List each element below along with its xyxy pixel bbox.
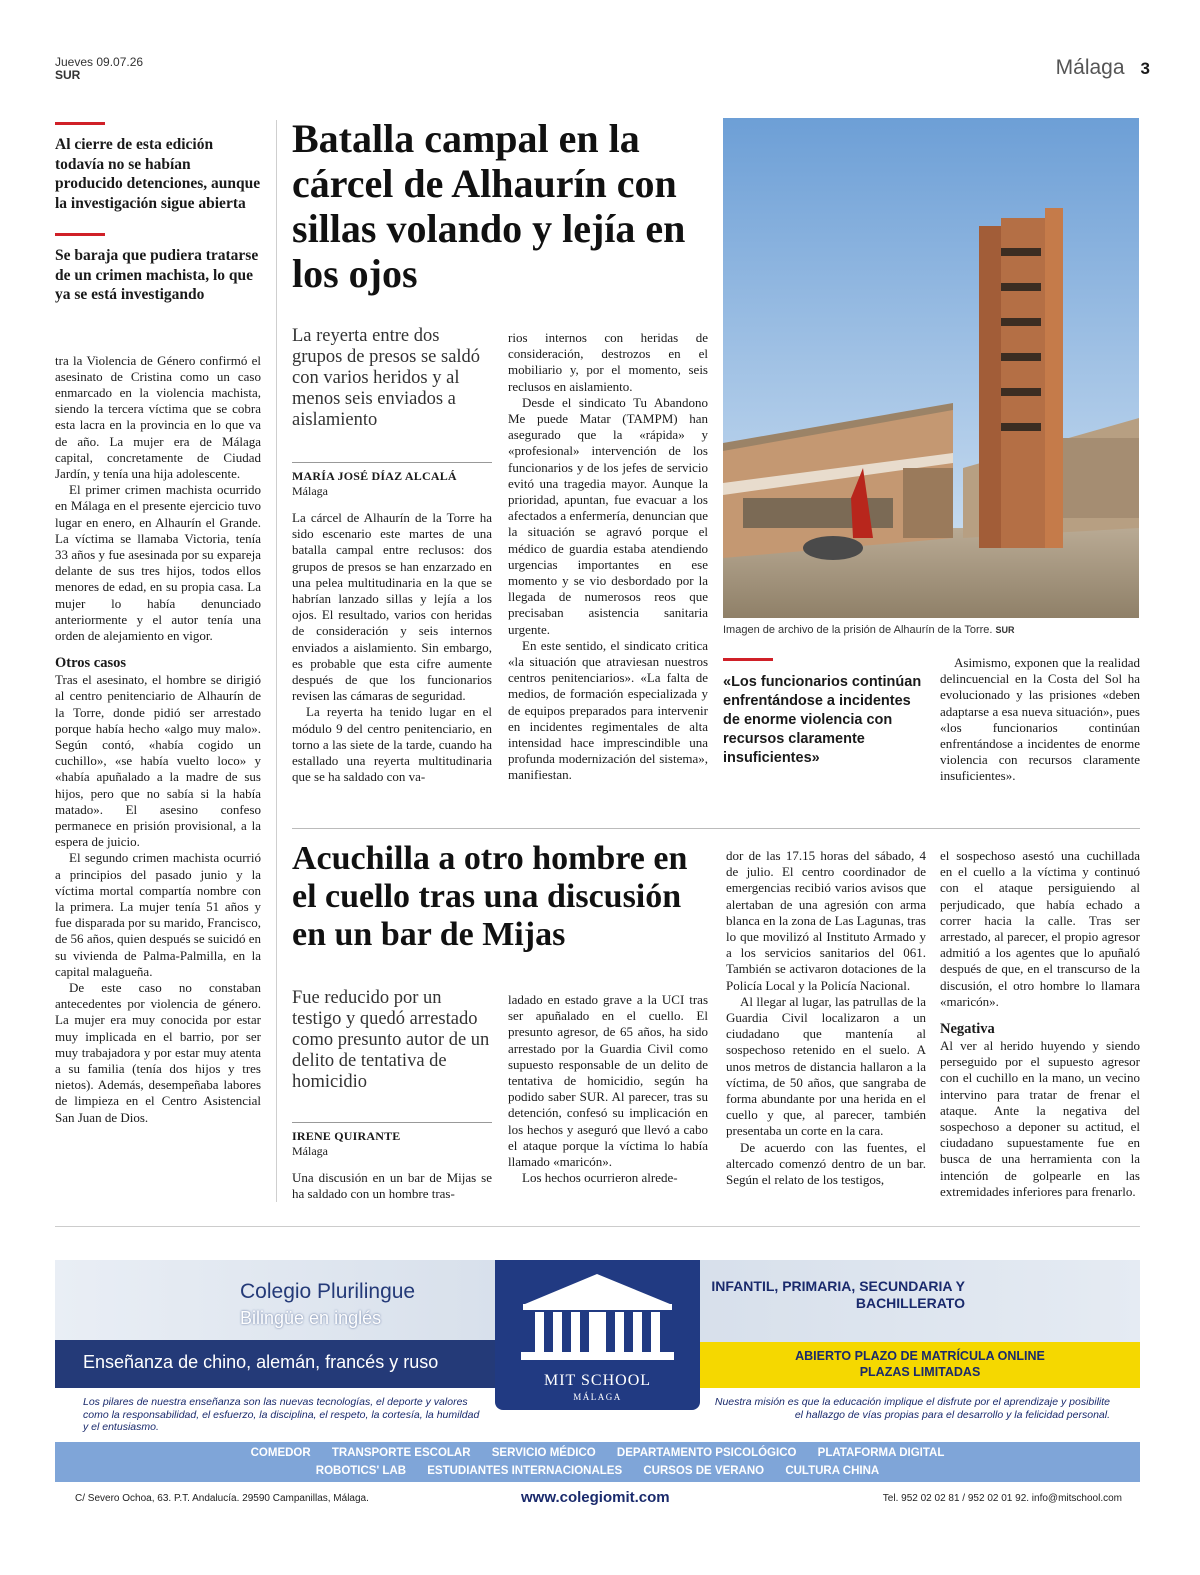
photo-caption — [723, 624, 1139, 636]
column-divider — [276, 120, 277, 1202]
paragraph: De este caso no constaban antecedentes por violencia de género. La mujer era muy conocida por estar muy implicada en el barrio, por ser muy trabajadora y por estar muy atenta a su familia (tenía dos hijos y tres nietos). Además, desempeñaba labores de limpieza en el Centro Asistencial San Juan de Dios. — [55, 980, 261, 1125]
article2-byline — [292, 1122, 492, 1159]
pull-quote — [723, 658, 923, 768]
ad-address: C/ Severo Ochoa, 63. P.T. Andalucía. 29590 Campanillas, Málaga. — [75, 1493, 369, 1504]
paragraph: Tras el asesinato, el hombre se dirigió al centro penitenciario de Alhaurín de la Torre, donde pidió ser arrestado porque había hecho «algo muy malo». Según contó, «había cogido un cuchillo», «se había vuelto loco» y «había apuñalado a la madre de sus hijos, pero que no sabía si la había matado». El asesino confeso permanece en prisión provisional, a la espera de juicio. — [55, 672, 261, 850]
page-number: 3 — [1140, 59, 1150, 78]
publication-name: SUR — [55, 68, 81, 82]
service-item: ESTUDIANTES INTERNACIONALES — [427, 1465, 623, 1477]
article2-standfirst: Fue reducido por un testigo y quedó arrestado como presunto autor de un delito de tentativa de homicidio — [292, 988, 490, 1092]
service-item: DEPARTAMENTO PSICOLÓGICO — [616, 1447, 797, 1459]
red-accent-bar — [55, 233, 105, 236]
ad-website-link[interactable]: www.colegiomit.com — [521, 1489, 670, 1506]
ad-enrolment-line1: ABIERTO PLAZO DE MATRÍCULA ONLINE — [795, 1349, 1045, 1363]
paragraph: Al ver al herido huyendo y siendo perseguido por el supuesto agresor con el cuchillo en la mano, un vecino intervino para tratar de frenar el ataque. Ante la negativa del sospechoso a deponer su actitud, el ciudadano supuestamente fue en busca de una herramienta con la intención de golpearle en las extremidades inferiores para frenarlo. — [940, 1038, 1140, 1199]
paragraph: El segundo crimen machista ocurrió a principios del pasado junio y la víctima mortal compartía nombre con la primera. La mujer tenía 51 años y fue disparada por su marido, Francisco, de 56 años, quien después se suicidó en su vivienda de Palma-Palmilla, en la capital malagueña. — [55, 850, 261, 979]
paragraph: En este sentido, el sindicato critica «la situación que atraviesan nuestros centros penitenciarios». «La falta de medios, de formación especializada y de equipos preparados para intervenir en incidentes regimentales de alta intensidad hace imprescindible una profunda modernización del sistema», manifiestan. — [508, 637, 708, 783]
ad-services-row-2 — [55, 1462, 1140, 1480]
paragraph: La reyerta ha tenido lugar en el módulo 9 del centro penitenciario, en torno a las siete de la tarde, cuando ha estallado una reyerta multitudinaria que se ha saldado con va- — [292, 704, 492, 785]
article1-column-4 — [940, 655, 1140, 785]
ad-services-row-1 — [55, 1444, 1140, 1462]
author-location: Málaga — [292, 484, 328, 498]
ad-school-title: Colegio Plurilingue — [240, 1280, 416, 1303]
article2-headline: Acuchilla a otro hombre en el cuello tras una discusión en un bar de Mijas — [292, 840, 688, 953]
article2-column-3 — [726, 848, 926, 1188]
article-separator — [292, 828, 1140, 829]
article1-column-2 — [508, 330, 708, 784]
service-item: CURSOS DE VERANO — [643, 1465, 765, 1477]
author-location: Málaga — [292, 1144, 328, 1158]
paragraph: La cárcel de Alhaurín de la Torre ha sido escenario este martes de una batalla campal entre reclusos: dos grupos de presos se han enzarzado en una pelea multitudinaria en la que se habrían lanzado sillas y lejía a los ojos. El resultado, varios con heridas de consideración y seis internos enviados a aislamiento. Sin embargo, es probable que esta cifre aumente después de que los funcionarios revisen las cámaras de seguridad. — [292, 510, 492, 704]
highlight-quote-2: Se baraja que pudiera tratarse de un crimen machista, lo que ya se está investigando — [55, 247, 259, 303]
article1-headline: Batalla campal en la cárcel de Alhaurín con sillas volando y lejía en los ojos — [292, 116, 686, 296]
article2-column-2 — [508, 992, 708, 1186]
ad-pillars-text: Los pilares de nuestra enseñanza son las nuevas tecnologías, el deporte y valores como la responsabilidad, el esfuerzo, la disciplina, el respeto, la cortesía, la humildad y el entusiasmo. — [83, 1396, 480, 1433]
paragraph: dor de las 17.15 horas del sábado, 4 de julio. El centro coordinador de emergencias recibió varios avisos que alertaban de una agresión con arma blanca en la zona de Las Lagunas, tras lo que movilizó al Instituto Armado y a los servicios sanitarios del 061. También se activaron dotaciones de la Policía Local y la Policía Nacional. — [726, 848, 926, 993]
ad-education-levels: INFANTIL, PRIMARIA, SECUNDARIA Y BACHILLERATO — [711, 1278, 965, 1311]
issue-date: Jueves 09.07.26 — [55, 55, 144, 69]
paragraph: tra la Violencia de Género confirmó el asesinato de Cristina como un caso enmarcado en la violencia machista, siendo la tercera víctima que se cobra esta lacra en la provincia en lo que va de año. La mujer era de Málaga capital, concretamente de Ciudad Jardín, y tenía una hija adolescente. — [55, 352, 261, 481]
article1-standfirst: La reyerta entre dos grupos de presos se saldó con varios heridos y al menos seis enviados a aislamiento — [292, 326, 481, 430]
subheading: Otros casos — [55, 655, 127, 672]
subheading: Negativa — [940, 1021, 995, 1038]
section-name: Málaga — [1055, 56, 1125, 79]
school-building-icon — [495, 1260, 700, 1370]
service-item: ROBOTICS' LAB — [315, 1465, 407, 1477]
article2-column-1 — [292, 1170, 492, 1202]
paragraph: De acuerdo con las fuentes, el altercado comenzó dentro de un bar. Según el relato de los testigos, — [726, 1139, 926, 1188]
ad-services-bar — [55, 1442, 1140, 1482]
logo-name: MIT SCHOOL — [543, 1372, 652, 1389]
red-accent-bar — [55, 122, 105, 125]
masthead-date-block — [55, 56, 143, 82]
prison-photo — [723, 118, 1139, 618]
paragraph: ladado en estado grave a la UCI tras ser apuñalado en el cuello. El presunto agresor, de 65 años, ha sido arrestado por la Guardia Civil como supuesto responsable de un delito de tentativa de homicidio, según ha podido saber SUR. Al parecer, tras su detención, confesó su implicación en los hechos y aseguró que llevó a cabo el ataque porque la víctima lo había llamado «maricón». — [508, 992, 708, 1170]
pull-quote-text: «Los funcionarios continúan enfrentándose a incidentes de enorme violencia con recursos claramente insuficientes» — [723, 674, 922, 766]
left-body-text — [55, 353, 261, 1126]
paragraph: Desde el sindicato Tu Abandono Me puede Matar (TAMPM) han asegurado que la «rápida» y «profesional» intervención de los funcionarios y de los jefes de servicio evitó una tragedia mayor. Aunque la prioridad, apuntan, fue evacuar a los afectados a enfermería, denuncian que la situación se agravó porque el médico de guardia estaba atendiendo urgencias importantes en ese momento y se vio desbordado por la llegada de numerosos reos que precisaban asistencia sanitaria urgente. — [508, 394, 708, 637]
ad-footer — [55, 1488, 1140, 1508]
highlight-quote-1: Al cierre de esta edición todavía no se habían producido detenciones, aunque la investigación sigue abierta — [55, 136, 261, 212]
left-column — [55, 122, 261, 1126]
paragraph: Una discusión en un bar de Mijas se ha saldado con un hombre tras- — [292, 1170, 492, 1202]
service-item: SERVICIO MÉDICO — [491, 1447, 596, 1459]
red-accent-bar — [723, 658, 773, 661]
caption-credit: SUR — [995, 625, 1015, 635]
ad-enrolment-line2: PLAZAS LIMITADAS — [859, 1365, 981, 1379]
paragraph: Al llegar al lugar, las patrullas de la Guardia Civil localizaron a un ciudadano que mantenía al sospechoso retenido en el suelo. A unos metros de distancia hallaron a la víctima, de 50 años, que sangraba de forma abundante por una herida en el cuello y que, al parecer, también presentaba un corte en la cara. — [726, 993, 926, 1139]
ad-mission-text: Nuestra misión es que la educación implique el disfrute por el aprendizaje y posibilite el hallazgo de vías propias para el desarrollo y la felicidad personal. — [714, 1396, 1110, 1421]
paragraph: Asimismo, exponen que la realidad delincuencial en la Costa del Sol ha evolucionado y las prisiones «deben adaptarse a esa nueva situación», pues «los funcionarios continúan enfrentándose a incidentes de enorme violencia con recursos claramente insuficientes». — [940, 655, 1140, 784]
article2-column-4 — [940, 848, 1140, 1200]
article1-byline — [292, 462, 492, 499]
service-item: TRANSPORTE ESCOLAR — [331, 1447, 471, 1459]
author-name: MARÍA JOSÉ DÍAZ ALCALÁ — [292, 469, 457, 483]
school-logo — [495, 1260, 700, 1410]
masthead-section-block — [1056, 56, 1150, 80]
logo-city: MÁLAGA — [573, 1392, 622, 1402]
service-item: COMEDOR — [250, 1447, 311, 1459]
ad-languages-band: Enseñanza de chino, alemán, francés y ruso — [55, 1340, 495, 1388]
prison-photo-illustration — [723, 118, 1139, 618]
paragraph: rios internos con heridas de consideración, destrozos en el mobiliario y, por el momento, seis reclusos en aislamiento. — [508, 330, 708, 394]
paragraph: Los hechos ocurrieron alrede- — [522, 1170, 678, 1186]
paragraph: el sospechoso asestó una cuchillada en el cuello a la víctima y continuó con el ataque persiguiendo al perjudicado, que había echado a correr hacia la calle. Tras ser arrestado, al parecer, el propio agresor admitió a los agentes que lo apuñaló después de que, en el transcurso de la discusión, el otro hombre lo llamara «maricón». — [940, 848, 1140, 1009]
school-advertisement[interactable] — [55, 1260, 1140, 1515]
author-name: IRENE QUIRANTE — [292, 1129, 401, 1143]
caption-text: Imagen de archivo de la prisión de Alhaurín de la Torre. — [723, 624, 993, 636]
service-item: CULTURA CHINA — [785, 1465, 880, 1477]
paragraph: El primer crimen machista ocurrido en Málaga en el presente ejercicio tuvo lugar en enero, en Alhaurín el Grande. La víctima se llamaba Victoria, tenía 33 años y fue asesinada por su expareja delante de sus tres hijos, todos ellos menores de edad, en su propia casa. La mujer lo había denunciado anteriormente y el autor tenía una orden de alejamiento en vigor. — [55, 482, 261, 643]
article1-column-1 — [292, 510, 492, 785]
ad-separator — [55, 1226, 1140, 1227]
service-item: PLATAFORMA DIGITAL — [817, 1447, 945, 1459]
ad-school-subtitle: Bilingüe en inglés — [240, 1308, 382, 1328]
ad-contact: Tel. 952 02 02 81 / 952 02 01 92. info@mitschool.com — [882, 1493, 1122, 1504]
ad-enrolment-band — [700, 1342, 1140, 1388]
